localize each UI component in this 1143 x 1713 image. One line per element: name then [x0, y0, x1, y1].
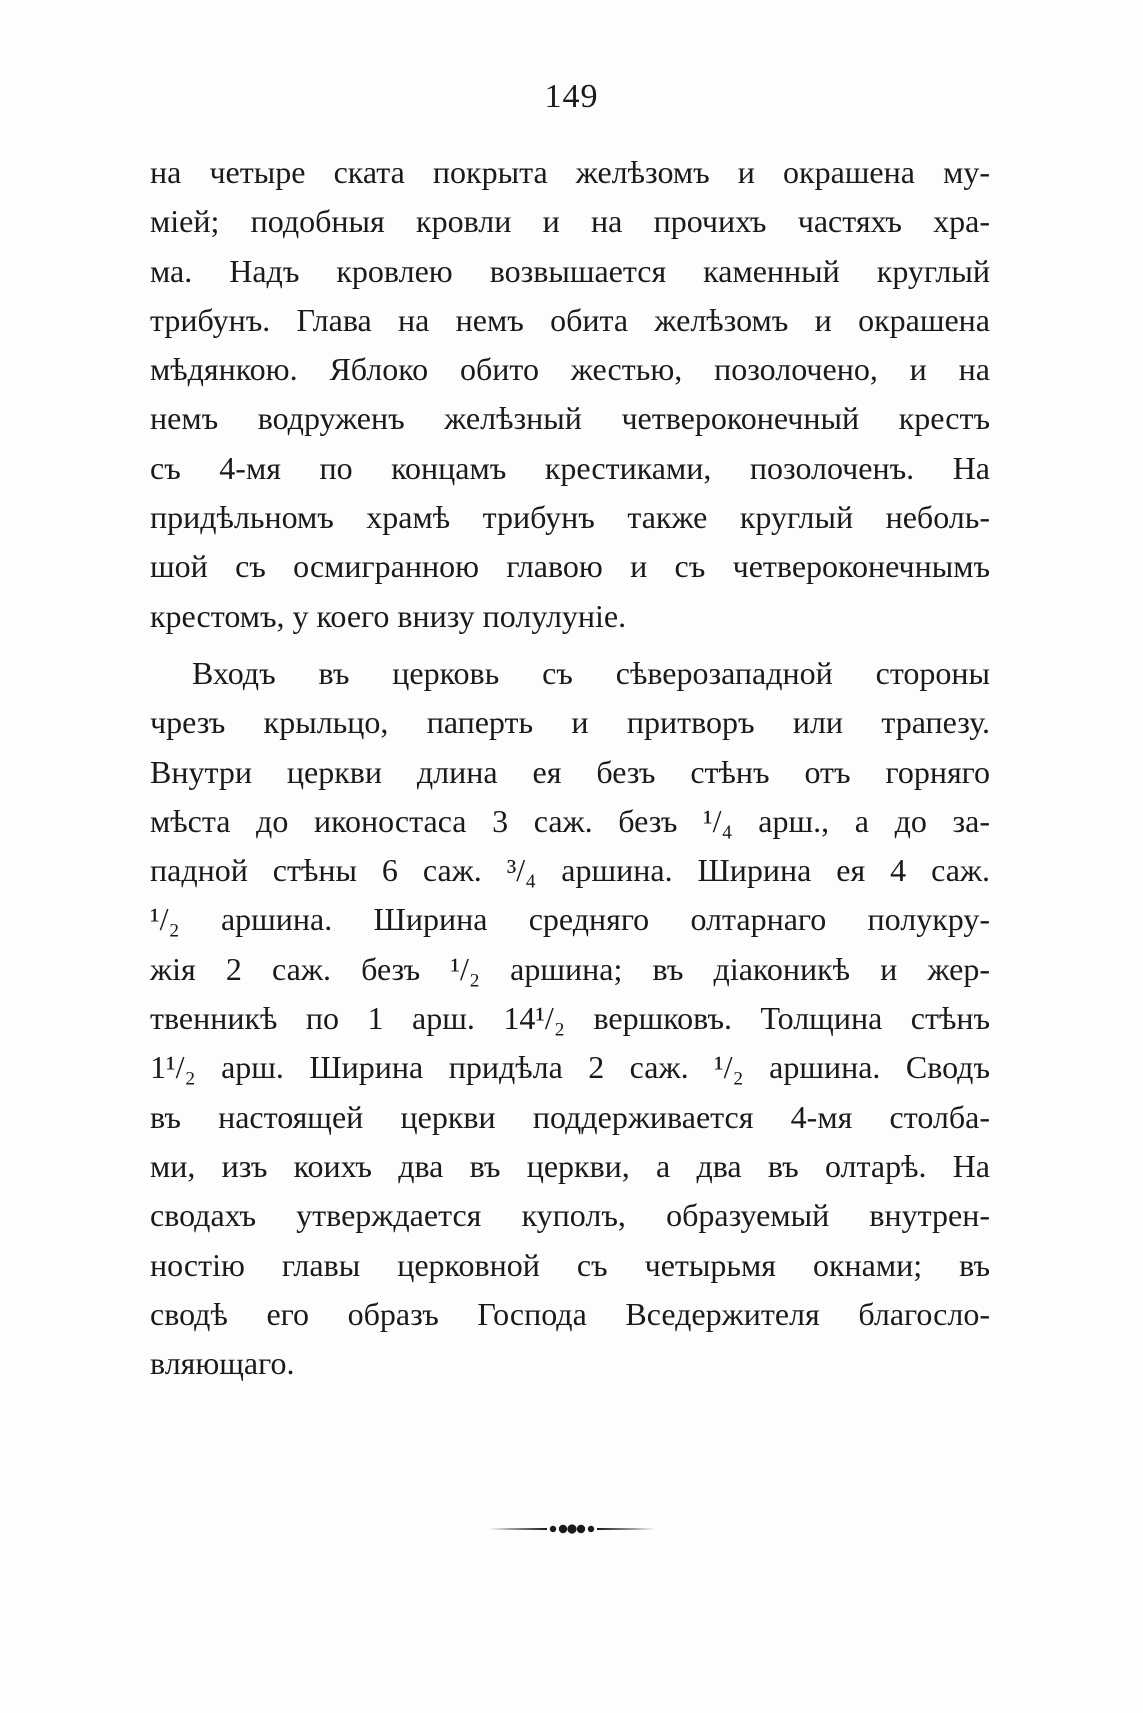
text-line: немъ водруженъ желѣзный четвероконечный крестъ: [150, 400, 990, 437]
text-line: сводахъ утверждается куполъ, образуемый внутрен-: [150, 1197, 990, 1234]
text-line: ми, изъ коихъ два въ церкви, а два въ олтарѣ. На: [150, 1147, 990, 1184]
text-line: крестомъ, у коего внизу полулуніе.: [150, 597, 627, 634]
text-line: трибунъ. Глава на немъ обита желѣзомъ и окрашена: [150, 301, 990, 338]
text-line: ма. Надъ кровлею возвышается каменный круглый: [150, 252, 990, 289]
text-line: мѣдянкою. Яблоко обито жестью, позолочено, и на: [150, 351, 990, 388]
text-line: падной стѣны 6 саж. ³/₄ аршина. Ширина ея 4 саж.: [150, 852, 990, 889]
text-line: съ 4-мя по концамъ крестиками, позолоченъ. На: [150, 449, 990, 486]
text-line: жія 2 саж. безъ ¹/₂ аршина; въ діаконикѣ и жер-: [150, 950, 990, 987]
paragraph-1: [150, 148, 990, 641]
body-text: [150, 148, 990, 1388]
text-line: 1¹/₂ арш. Ширина придѣла 2 саж. ¹/₂ аршина. Сводъ: [150, 1049, 990, 1086]
text-line: міей; подобныя кровли и на прочихъ частяхъ хра-: [150, 203, 990, 240]
text-line: Входъ въ церковь съ сѣверозападной стороны: [192, 654, 990, 691]
text-line: мѣста до иконостаса 3 саж. безъ ¹/₄ арш., а до за-: [150, 802, 990, 839]
text-line: чрезъ крыльцо, паперть и притворъ или трапезу.: [150, 704, 990, 741]
paragraph-gap: [150, 641, 990, 649]
text-line: ¹/₂ аршина. Ширина средняго олтарнаго полукру-: [150, 901, 990, 938]
paragraph-2: [150, 649, 990, 1388]
text-line: вляющаго.: [150, 1345, 295, 1382]
decorative-rule-icon: [487, 1522, 657, 1536]
page-number: 149: [544, 78, 599, 115]
text-line: ностію главы церковной съ четырьмя окнами; въ: [150, 1246, 990, 1283]
text-line: шой съ осмигранною главою и съ четвероконечнымъ: [150, 548, 990, 585]
text-line: Внутри церкви длина ея безъ стѣнъ отъ горняго: [150, 753, 990, 790]
text-line: сводѣ его образъ Господа Вседержителя благосло-: [150, 1295, 990, 1332]
text-line: придѣльномъ храмѣ трибунъ также круглый неболь-: [150, 499, 990, 536]
text-line: въ настоящей церкви поддерживается 4-мя столба-: [150, 1098, 990, 1135]
text-line: твенникѣ по 1 арш. 14¹/₂ вершковъ. Толщина стѣнъ: [150, 1000, 990, 1037]
text-line: на четыре ската покрыта желѣзомъ и окрашена му-: [150, 154, 990, 190]
